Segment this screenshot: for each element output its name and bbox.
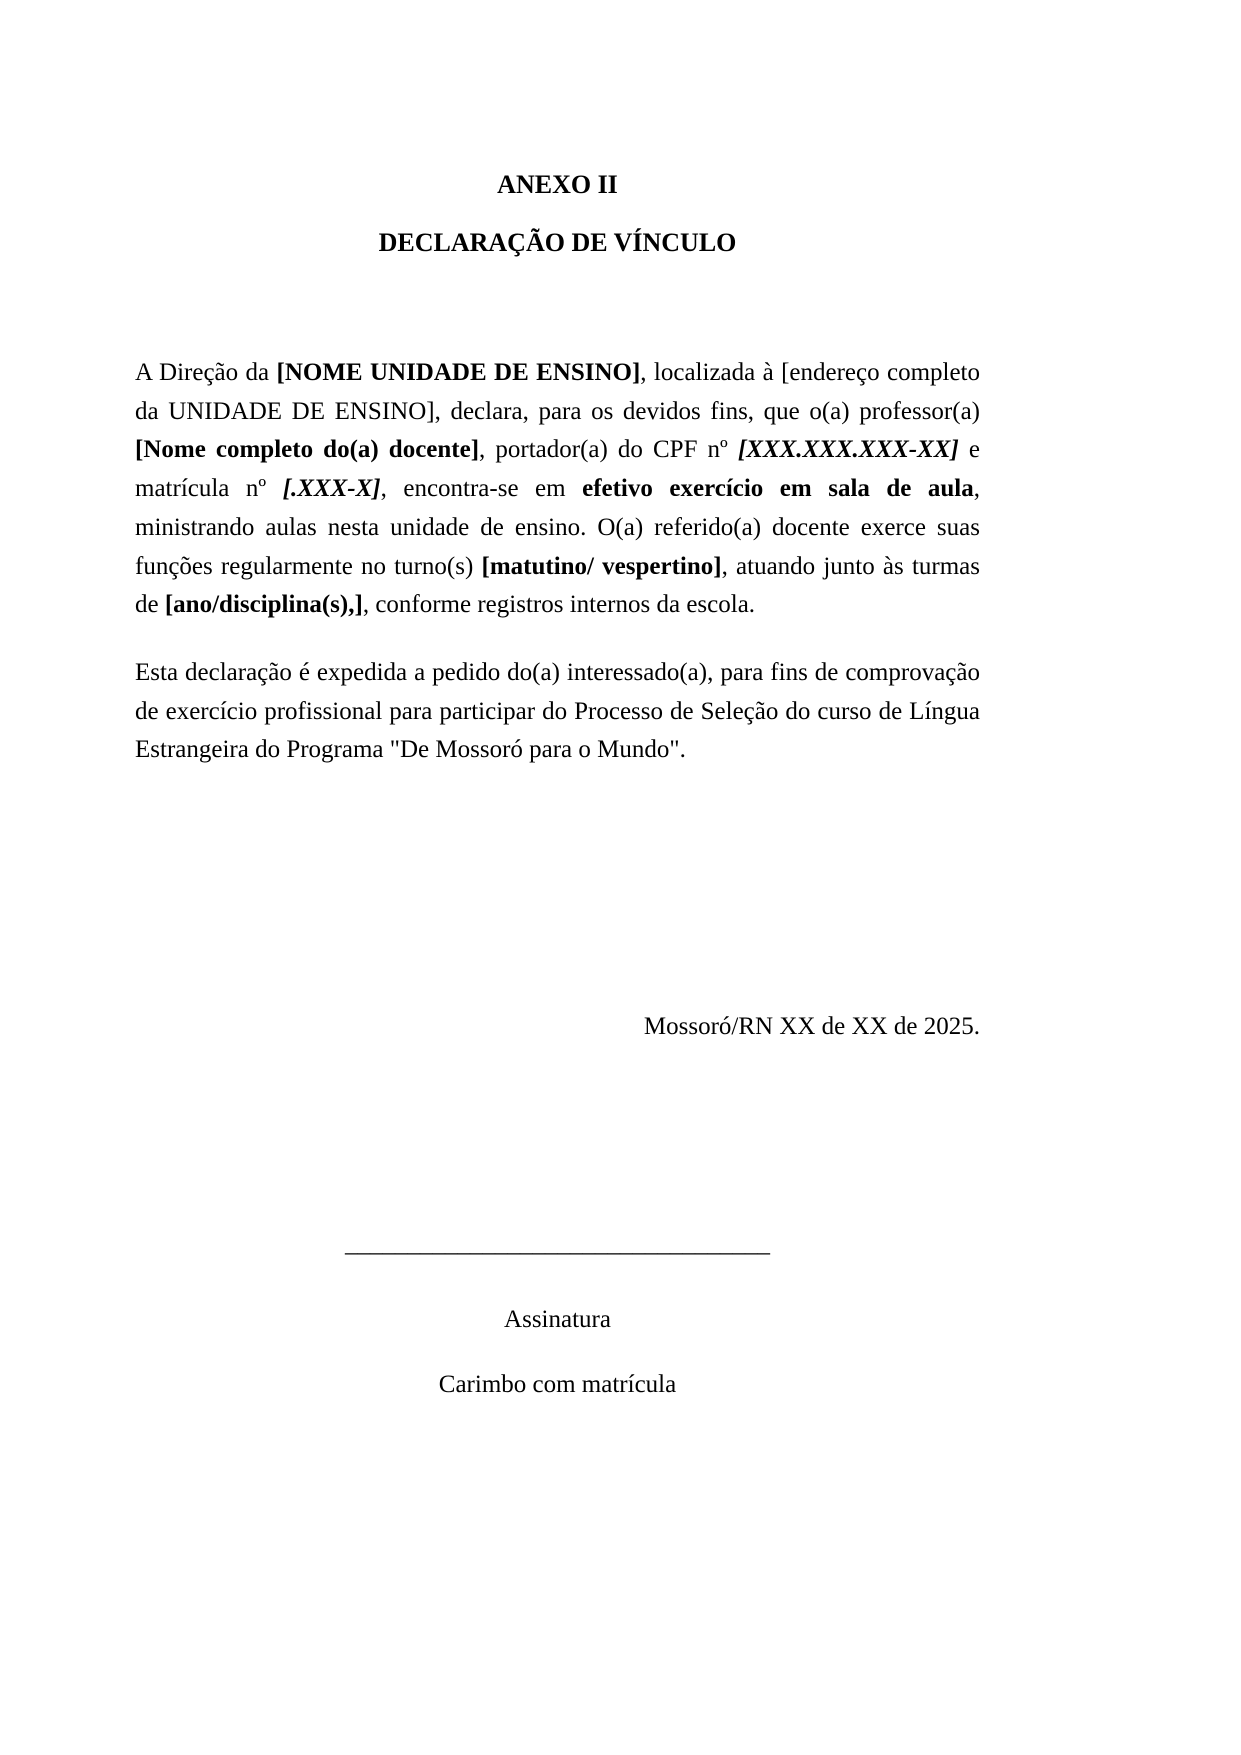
stamp-label: Carimbo com matrícula <box>438 1371 677 1399</box>
text-run: e matrícula nº <box>135 436 980 503</box>
text-run: A Direção da <box>135 359 277 386</box>
placeholder-field: [NOME UNIDADE DE ENSINO] <box>276 359 641 386</box>
paragraph <box>135 354 980 625</box>
signature-line: __________________________________ <box>345 1229 770 1257</box>
placeholder-field: efetivo exercício em sala de aula <box>582 475 974 503</box>
text-run: , encontra-se em <box>380 475 583 503</box>
text-run: , atuando junto às turmas de <box>135 552 980 619</box>
date-line: Mossoró/RN XX de XX de 2025. <box>643 1013 980 1041</box>
placeholder-field: [.XXX-X] <box>282 475 381 503</box>
placeholder-field: [matutino/ vespertino] <box>481 552 722 580</box>
text-run: , portador(a) do CPF nº <box>479 436 738 464</box>
text-run: Esta declaração é expedida a pedido do(a) interessado(a), para fins de comprovação de exercício profissional para participar do Processo de Seleção do curso de Língua Estrangeira do Programa "De Mossoró para o Mundo". <box>135 658 980 764</box>
paragraph <box>135 654 980 770</box>
text-run: , ministrando aulas nesta unidade de ensino. O(a) referido(a) docente exerce suas funções regularmente no turno(s) <box>135 475 980 580</box>
document-title: ANEXO II <box>497 170 618 199</box>
placeholder-field: [ano/disciplina(s),] <box>164 591 363 619</box>
text-run: , localizada à [endereço completo da UNIDADE DE ENSINO], declara, para os devidos fins, que o(a) professor(a) <box>135 359 981 425</box>
document-subtitle: DECLARAÇÃO DE VÍNCULO <box>378 228 737 257</box>
placeholder-field: [XXX.XXX.XXX-XX] <box>737 436 959 464</box>
paragraph-list <box>135 354 980 770</box>
placeholder-field: [Nome completo do(a) docente] <box>135 436 480 464</box>
signature-label: Assinatura <box>504 1306 611 1334</box>
text-run: , conforme registros internos da escola. <box>362 591 756 619</box>
